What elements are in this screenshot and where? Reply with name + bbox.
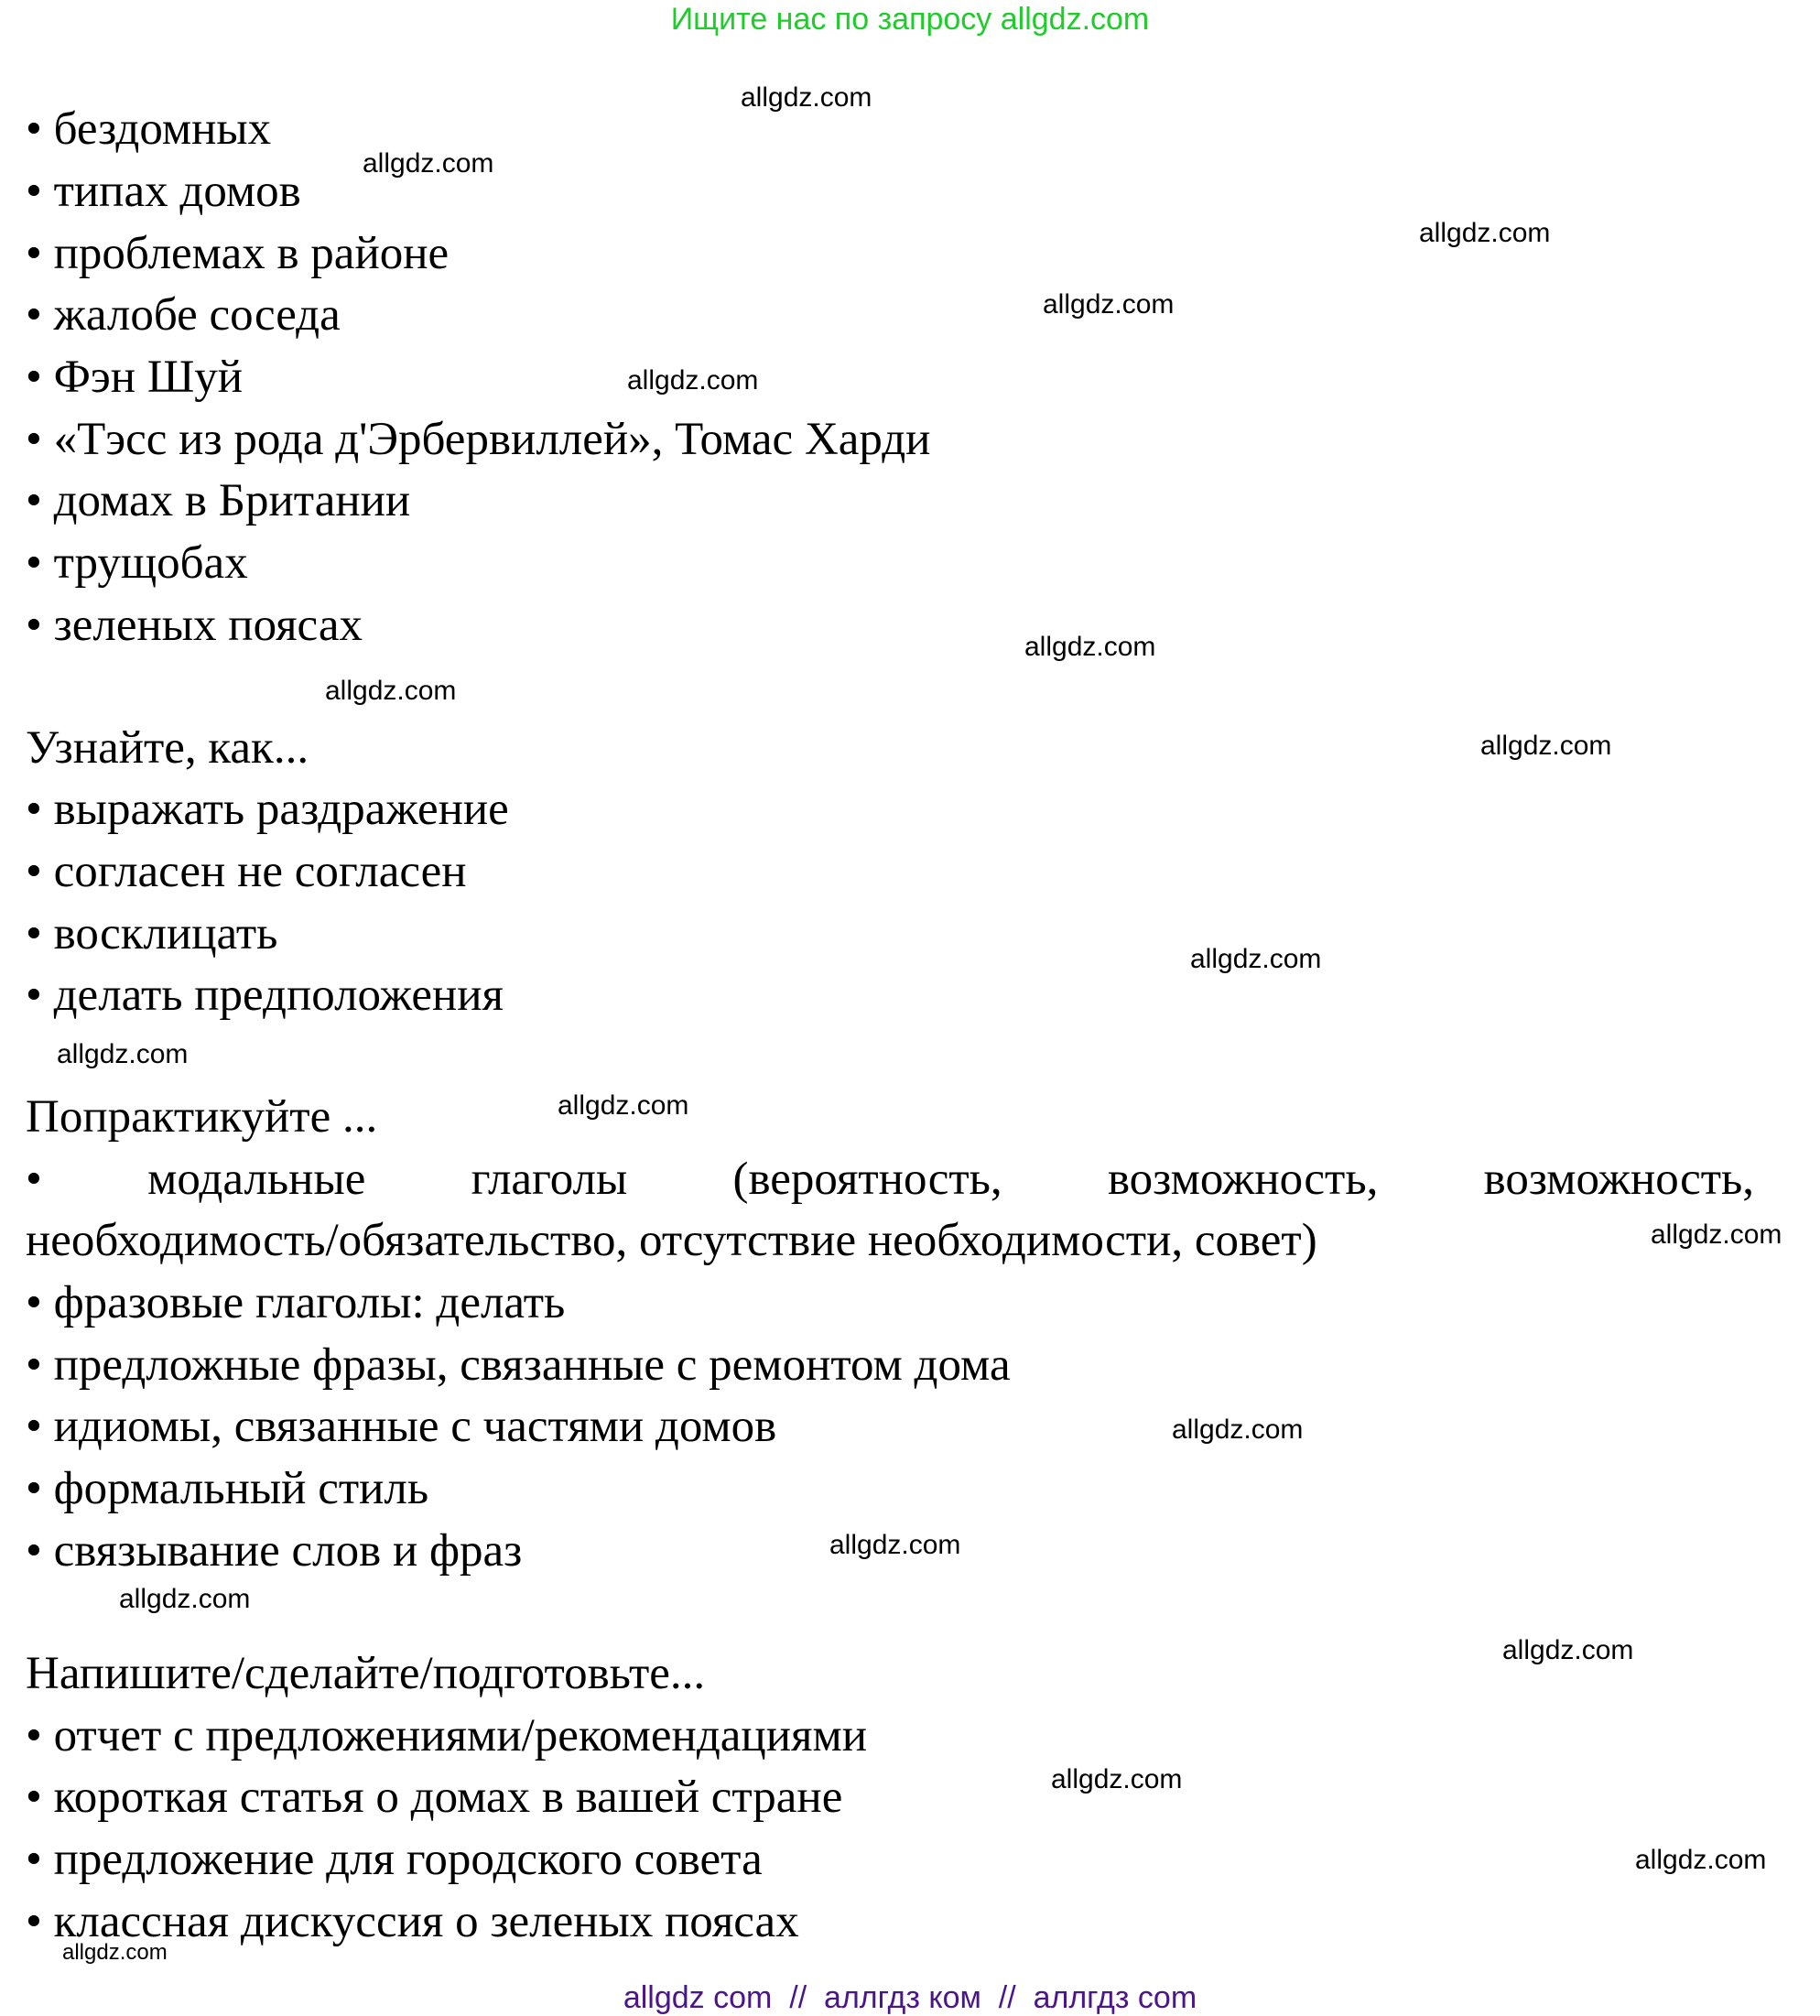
bottom-banner: allgdz com // аллгдз ком // аллгдз com: [623, 1980, 1197, 2015]
list-item: • короткая статья о домах в вашей стране: [26, 1772, 843, 1823]
watermark: allgdz.com: [1190, 944, 1322, 974]
watermark: allgdz.com: [1051, 1764, 1183, 1794]
list-item-continuation: необходимость/обязательство, отсутствие необходимости, совет): [26, 1215, 1317, 1266]
list-item: • домах в Британии: [26, 475, 411, 526]
list-item: • связывание слов и фраз: [26, 1525, 523, 1577]
watermark: allgdz.com: [1172, 1414, 1304, 1445]
watermark: allgdz.com: [829, 1530, 961, 1560]
watermark: allgdz.com: [119, 1584, 251, 1614]
list-item: • предложные фразы, связанные с ремонтом дома: [26, 1339, 1011, 1391]
list-item: • зеленых поясах: [26, 600, 363, 651]
watermark: allgdz.com: [1502, 1635, 1634, 1665]
watermark: allgdz.com: [57, 1039, 189, 1069]
list-item: • классная дискуссия о зеленых поясах: [26, 1896, 799, 1947]
list-item: • модальные глаголы (вероятность, возможность, возможность,: [26, 1154, 1754, 1205]
section-heading: Узнайте, как...: [26, 722, 309, 774]
top-banner: Ищите нас по запросу allgdz.com: [670, 2, 1150, 37]
list-item: • согласен не согласен: [26, 846, 467, 897]
list-item: • идиомы, связанные с частями домов: [26, 1401, 777, 1452]
watermark: allgdz.com: [1419, 218, 1551, 248]
list-item: • Фэн Шуй: [26, 352, 244, 403]
watermark: allgdz.com: [741, 82, 872, 113]
list-item: • выражать раздражение: [26, 784, 509, 835]
section-heading: Напишите/сделайте/подготовьте...: [26, 1648, 706, 1699]
list-item: • типах домов: [26, 166, 301, 217]
watermark: allgdz.com: [1635, 1845, 1767, 1875]
list-item: • трущобах: [26, 537, 248, 589]
list-item: • делать предположения: [26, 970, 504, 1021]
watermark: allgdz.com: [1480, 731, 1612, 761]
list-item: • формальный стиль: [26, 1463, 429, 1514]
watermark: allgdz.com: [325, 676, 457, 706]
list-item: • восклицать: [26, 908, 278, 959]
list-item: • предложение для городского совета: [26, 1834, 763, 1885]
list-item: • проблемах в районе: [26, 228, 450, 279]
watermark: allgdz.com: [62, 1940, 168, 1965]
watermark: allgdz.com: [1043, 289, 1175, 320]
watermark: allgdz.com: [627, 365, 759, 396]
list-item: • фразовые глаголы: делать: [26, 1277, 566, 1328]
section-heading: Попрактикуйте ...: [26, 1091, 378, 1143]
watermark: allgdz.com: [1024, 632, 1156, 662]
list-item: • «Тэсс из рода д'Эрбервиллей», Томас Харди: [26, 414, 931, 465]
list-item: • жалобе соседа: [26, 289, 341, 341]
list-item: • отчет с предложениями/рекомендациями: [26, 1710, 868, 1761]
watermark: allgdz.com: [1651, 1219, 1782, 1250]
list-item: • бездомных: [26, 103, 272, 155]
watermark: allgdz.com: [558, 1090, 689, 1121]
watermark: allgdz.com: [363, 148, 494, 179]
